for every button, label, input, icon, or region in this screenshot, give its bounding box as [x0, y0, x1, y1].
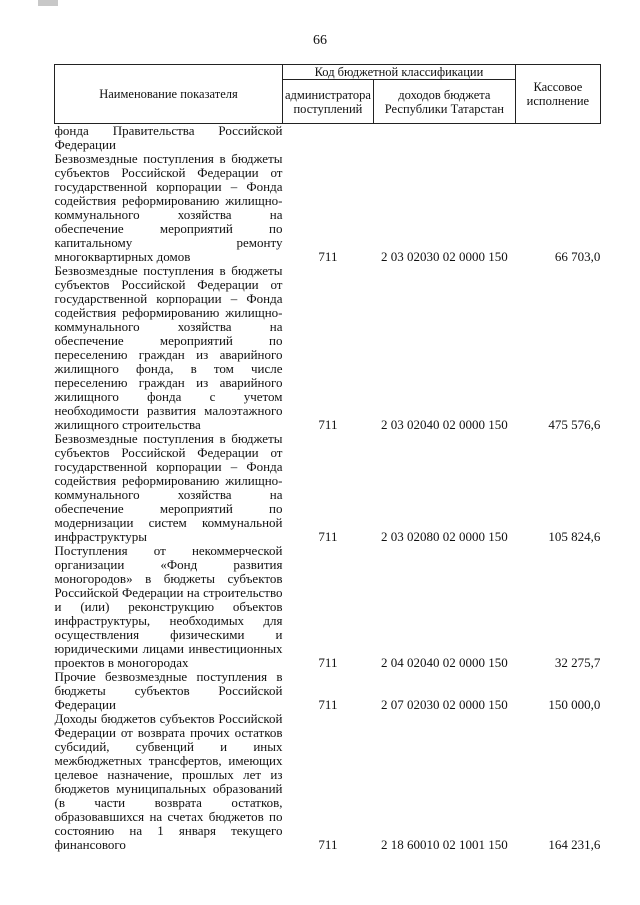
table-row	[55, 544, 601, 670]
page-number: 66	[313, 33, 327, 48]
scan-mark	[38, 0, 58, 6]
table-row	[55, 712, 601, 852]
budget-table	[54, 64, 601, 852]
row-amount: 105 824,6	[548, 529, 601, 544]
table-row	[55, 152, 601, 264]
row-name: Прочие безвозмездные поступления в бюджеты субъектов Российской Федерации	[54, 669, 283, 712]
row-name: Поступления от некоммерческой организации «Фонд развития моногородов» в бюджеты субъектов Российской Федерации на строительство и (или) реконструкцию объектов инфраструктуры, необходимых для осуществления физическими и юридическими лицами инвестиционных проектов в моногородах	[54, 543, 283, 670]
row-name: Доходы бюджетов субъектов Российской Федерации от возврата прочих остатков субсидий, субвенций и иных межбюджетных трансфертов, имеющих целевое назначение, прошлых лет из бюджетов муниципальных образований (в части возврата остатков, образовавшихся на счетах бюджетов по состоянию на 1 января текущего финансового	[54, 711, 283, 852]
row-admin-code	[283, 124, 374, 153]
row-admin-code: 711	[318, 697, 338, 712]
row-income-code	[373, 124, 515, 153]
row-name: Безвозмездные поступления в бюджеты субъектов Российской Федерации от государственной корпорации – Фонда содействия реформированию жилищно-коммунального хозяйства на обеспечение мероприятий по модернизации систем коммунальной инфраструктуры	[54, 431, 283, 544]
row-admin-code: 711	[318, 249, 338, 264]
row-name: фонда Правительства Российской Федерации	[54, 123, 283, 152]
row-amount: 32 275,7	[554, 655, 601, 670]
row-amount: 150 000,0	[548, 697, 601, 712]
row-name: Безвозмездные поступления в бюджеты субъектов Российской Федерации от государственной корпорации – Фонда содействия реформированию жилищно-коммунального хозяйства на обеспечение мероприятий по капитальному ремонту многоквартирных домов	[54, 151, 283, 264]
row-name: Безвозмездные поступления в бюджеты субъектов Российской Федерации от государственной корпорации – Фонда содействия реформированию жилищно-коммунального хозяйства на обеспечение мероприятий по переселению граждан из аварийного жилищного фонда, в том числе переселению граждан из аварийного жилищного фонда с учетом необходимости развития малоэтажного жилищного строительства	[54, 263, 283, 432]
row-income-code: 2 03 02080 02 0000 150	[381, 529, 508, 544]
row-income-code: 2 03 02030 02 0000 150	[381, 249, 508, 264]
row-amount: 66 703,0	[554, 249, 601, 264]
row-income-code: 2 03 02040 02 0000 150	[381, 417, 508, 432]
header-name: Наименование показателя	[55, 65, 283, 124]
row-amount: 164 231,6	[548, 837, 601, 852]
row-income-code: 2 04 02040 02 0000 150	[381, 655, 508, 670]
row-amount: 475 576,6	[548, 417, 601, 432]
table-row	[55, 264, 601, 432]
row-income-code: 2 18 60010 02 1001 150	[381, 837, 508, 852]
header-income: доходов бюджета Республики Татарстан	[373, 80, 515, 124]
header-amount: Кассовое исполнение	[515, 65, 600, 124]
row-admin-code: 711	[318, 417, 338, 432]
row-admin-code: 711	[318, 837, 338, 852]
header-admin: администратора поступлений	[283, 80, 374, 124]
header-classification: Код бюджетной классификации	[283, 65, 516, 80]
row-income-code: 2 07 02030 02 0000 150	[381, 697, 508, 712]
table-row	[55, 124, 601, 153]
row-admin-code: 711	[318, 655, 338, 670]
table-row	[55, 670, 601, 712]
row-amount	[515, 124, 600, 153]
table-row	[55, 432, 601, 544]
row-admin-code: 711	[318, 529, 338, 544]
